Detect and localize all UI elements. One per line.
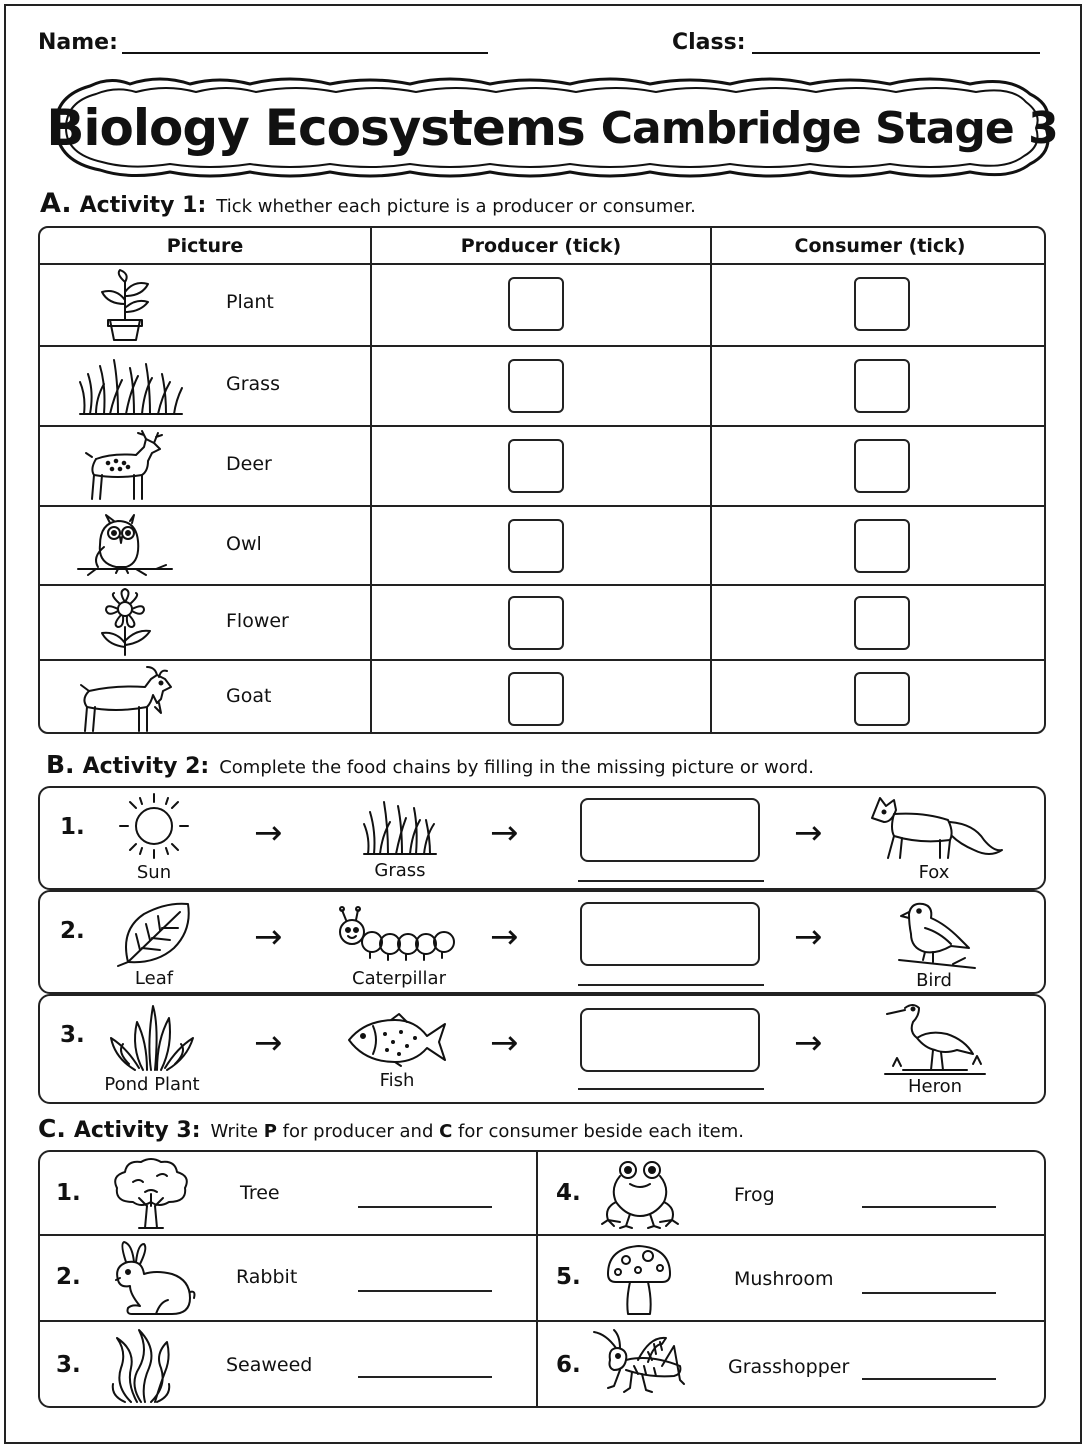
chain-item-first [92,1002,212,1095]
arrow-icon: → [794,1023,823,1063]
producer-tick-box[interactable] [508,277,564,331]
class-label: Class: [672,30,746,55]
deer-icon [70,427,180,505]
answer-line[interactable] [358,1290,492,1292]
consumer-tick-box[interactable] [854,277,910,331]
name-field[interactable] [122,52,488,54]
arrow-icon: → [794,917,823,957]
section-b-activity: Activity 2: [82,754,210,779]
title-topic: Ecosystems [264,99,585,157]
arrow-icon: → [490,813,519,853]
column-header-picture: Picture [166,235,244,257]
answer-line[interactable] [358,1206,492,1208]
grasshopper-icon [588,1326,688,1406]
section-c-instruction: Write P for producer and C for consumer beside each item. [210,1121,744,1142]
chain-item-last [884,898,984,991]
chain-item-last [864,792,1004,883]
tree-icon [106,1156,196,1232]
arrow-icon: → [254,917,283,957]
food-chain-2 [38,890,1046,994]
chain-item-first [110,790,198,883]
table-row [40,347,1044,425]
answer-line[interactable] [862,1206,996,1208]
consumer-tick-box[interactable] [854,672,910,726]
chain-item-last [880,1000,990,1097]
item-label: Frog [734,1184,775,1206]
title-stage: Cambridge Stage 3 [600,102,1058,154]
class-field[interactable] [752,52,1040,54]
chain-number: 3. [60,1022,85,1048]
missing-word-line[interactable] [578,880,764,882]
chain-label: Fish [379,1070,415,1091]
producer-tick-box[interactable] [508,439,564,493]
consumer-tick-box[interactable] [854,359,910,413]
missing-picture-box[interactable] [580,902,760,966]
table-row [40,507,1044,584]
name-label: Name: [38,30,118,55]
chain-label: Fox [918,862,950,883]
owl-icon [70,507,180,584]
fish-icon [345,1012,449,1068]
table-row [40,661,1044,734]
chain-label: Grass [374,860,426,881]
goat-icon [70,661,180,734]
item-cell [40,1322,536,1408]
activity-1-table [38,226,1046,734]
item-number: 3. [56,1352,81,1378]
activity-3-table [38,1150,1046,1408]
chain-label: Sun [136,862,172,883]
column-header-consumer: Consumer (tick) [794,235,966,257]
arrow-icon: → [254,1023,283,1063]
missing-picture-box[interactable] [580,1008,760,1072]
producer-tick-box[interactable] [508,519,564,573]
answer-line[interactable] [358,1376,492,1378]
chain-item-second [334,906,464,989]
section-a-activity: Activity 1: [79,193,207,218]
answer-line[interactable] [862,1292,996,1294]
food-chain-3 [38,994,1046,1104]
frog-icon [598,1156,682,1232]
table-row [40,265,1044,345]
chain-label: Leaf [134,968,174,989]
sun-icon [114,790,194,860]
missing-picture-box[interactable] [580,798,760,862]
item-label: Rabbit [236,1266,298,1288]
chain-label: Bird [916,970,952,991]
chain-label: Heron [907,1076,963,1097]
mushroom-icon [602,1240,676,1318]
item-cell [538,1236,1046,1320]
item-label: Tree [240,1182,280,1204]
chain-number: 2. [60,918,85,944]
food-chain-1 [38,786,1046,890]
missing-word-line[interactable] [578,1088,764,1090]
arrow-icon: → [254,813,283,853]
potted-plant-icon [70,265,180,345]
chain-number: 1. [60,814,85,840]
row-label: Owl [226,533,262,555]
row-label: Flower [226,610,289,632]
section-b-instruction: Complete the food chains by filling in the missing picture or word. [219,757,814,778]
table-row [40,586,1044,659]
section-b-letter: B. [46,750,75,779]
chain-item-first [114,900,194,989]
title-subject: Biology [46,99,249,157]
item-number: 2. [56,1264,81,1290]
caterpillar-icon [336,906,462,966]
chain-item-second [350,798,450,881]
item-cell [538,1152,1046,1234]
producer-tick-box[interactable] [508,596,564,650]
leaf-icon [114,900,194,966]
column-header-producer: Producer (tick) [460,235,622,257]
chain-item-second [342,1012,452,1091]
section-c-letter: C. [38,1114,66,1143]
item-label: Grasshopper [728,1356,850,1378]
bird-icon [889,898,979,970]
item-number: 4. [556,1180,581,1206]
consumer-tick-box[interactable] [854,596,910,650]
section-c-activity: Activity 3: [73,1118,201,1143]
item-cell [40,1236,536,1320]
section-b-heading [46,750,814,779]
item-cell [40,1152,536,1234]
item-label: Mushroom [734,1268,834,1290]
row-label: Grass [226,373,280,395]
item-number: 5. [556,1264,581,1290]
chain-label: Pond Plant [104,1074,200,1095]
item-number: 6. [556,1352,581,1378]
grass-icon [76,347,186,425]
section-c-heading [38,1114,744,1143]
row-label: Deer [226,453,272,475]
row-label: Goat [226,685,272,707]
answer-line[interactable] [862,1378,996,1380]
section-a-instruction: Tick whether each picture is a producer or consumer. [216,196,696,217]
pond-plant-icon [107,1002,197,1072]
missing-word-line[interactable] [578,984,764,986]
seaweed-icon [106,1326,176,1406]
arrow-icon: → [490,1023,519,1063]
table-row [40,427,1044,505]
section-a-letter: A. [40,188,72,219]
producer-tick-box[interactable] [508,672,564,726]
item-cell [538,1322,1046,1408]
arrow-icon: → [490,917,519,957]
chain-label: Caterpillar [352,968,446,989]
producer-tick-box[interactable] [508,359,564,413]
grass-icon [360,798,440,858]
fox-icon [864,792,1004,862]
section-a-heading [40,188,696,219]
consumer-tick-box[interactable] [854,519,910,573]
consumer-tick-box[interactable] [854,439,910,493]
item-number: 1. [56,1180,81,1206]
flower-icon [70,586,180,659]
heron-icon [883,1000,987,1076]
worksheet-title [46,76,1058,180]
arrow-icon: → [794,813,823,853]
row-label: Plant [226,291,274,313]
item-label: Seaweed [226,1354,313,1376]
rabbit-icon [104,1238,198,1318]
